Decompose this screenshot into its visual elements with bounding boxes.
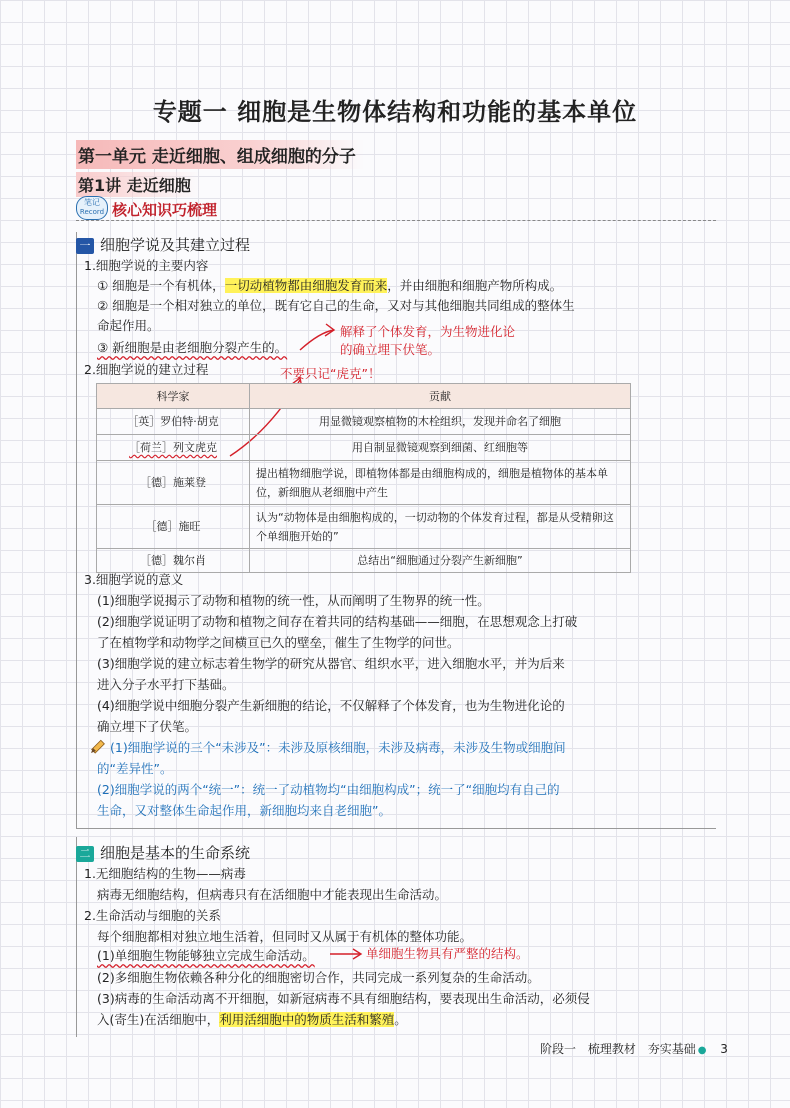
content-line: (1)细胞学说揭示了动物和植物的统一性，从而阐明了生物界的统一性。 [97,593,490,608]
section-title: 细胞是基本的生命系统 [100,844,251,862]
table-cell-scientist: ［德］魏尔肖 [97,549,250,573]
text-span: ① 细胞是一个有机体， [97,278,225,293]
table-cell-scientist [97,435,250,461]
text-span: 。 [394,1012,407,1027]
lesson-heading: 第1讲 走近细胞 [76,172,201,197]
scientist-table [96,383,631,573]
table-cell-contribution: 认为“动物体是由细胞构成的，一切动物的个体发育过程，都是从受精卵这个单细胞开始的” [250,505,631,549]
content-line: ② 细胞是一个相对独立的单位，既有它自己的生命，又对与其他细胞共同组成的整体生 [97,298,575,313]
table-cell-scientist: ［英］罗伯特·胡克 [97,409,250,435]
record-badge-cn: 笔记 [84,198,100,207]
content-line: ③ 新细胞是由老细胞分裂产生的。 [97,340,288,355]
page-number: 3 [720,1042,728,1056]
page-title: 专题一 细胞是生物体结构和功能的基本单位 [152,98,638,126]
scientist-name: ［荷兰］列文虎克 [129,441,217,454]
table-cell-scientist: ［德］施莱登 [97,461,250,505]
section-title: 细胞学说及其建立过程 [100,236,251,254]
subheading: 2.生命活动与细胞的关系 [84,908,221,923]
footer-stage: 阶段一 [540,1042,577,1056]
tip-line: (1)细胞学说的三个“未涉及”：未涉及原核细胞，未涉及病毒，未涉及生物或细胞间 [110,740,566,755]
star-icon: ● [697,1045,707,1056]
table-row [97,549,631,573]
section-number-badge: 二 [76,846,94,862]
content-line: (2)细胞学说证明了动物和植物之间存在着共同的结构基础——细胞，在思想观念上打破 [97,614,578,629]
table-row [97,461,631,505]
table-cell-contribution: 用显微镜观察植物的木栓组织，发现并命名了细胞 [250,409,631,435]
content-line: (4)细胞学说中细胞分裂产生新细胞的结论，不仅解释了个体发育，也为生物进化论的 [97,698,565,713]
page-footer [540,1040,728,1057]
subheading: 1.细胞学说的主要内容 [84,258,209,273]
content-line: 确立埋下了伏笔。 [97,719,198,734]
table-cell-contribution: 用自制显微镜观察到细菌、红细胞等 [250,435,631,461]
handwritten-annotation: 不要只记“虎克”！ [280,366,381,381]
tip-line: 生命，又对整体生命起作用，新细胞均来自老细胞”。 [97,803,391,818]
highlighted-text: 一切动植物都由细胞发育而来 [224,278,388,293]
table-header: 贡献 [250,384,631,409]
table-row [97,505,631,549]
highlighted-text: 利用活细胞中的物质生活和繁殖 [219,1012,395,1027]
handwritten-annotation: 的确立埋下伏笔。 [340,342,441,357]
record-badge-en: Record [79,208,105,216]
unit-heading: 第一单元 走近细胞、组成细胞的分子 [76,140,364,169]
content-line [97,1010,407,1030]
content-line: (3)细胞学说的建立标志着生物学的研究从器官、组织水平，进入细胞水平，并为后来 [97,656,565,671]
table-cell-contribution: 总结出“细胞通过分裂产生新细胞” [250,549,631,573]
table-row [97,435,631,461]
section-divider [76,828,716,829]
subheading: 1.无细胞结构的生物——病毒 [84,866,246,881]
tip-line: (2)细胞学说的两个“统一”：统一了动植物均“由细胞构成”；统一了“细胞均有自己的 [97,782,560,797]
content-line: 命起作用。 [97,318,160,333]
content-line: (3)病毒的生命活动离不开细胞，如新冠病毒不具有细胞结构，要表现出生命活动，必须侵 [97,991,590,1006]
pencil-tip-icon [88,736,108,756]
text-span: 入(寄生)在活细胞中， [97,1012,220,1027]
content-line: 病毒无细胞结构，但病毒只有在活细胞中才能表现出生命活动。 [97,887,448,902]
knowledge-title: 核心知识巧梳理 [112,201,218,219]
text-span: ，并由细胞和细胞产物所构成。 [387,278,563,293]
subheading: 3.细胞学说的意义 [84,572,184,587]
table-cell-contribution: 提出植物细胞学说，即植物体都是由细胞构成的，细胞是植物体的基本单位，新细胞从老细胞中产生 [250,461,631,505]
handwritten-annotation: 单细胞生物具有严整的结构。 [366,946,529,961]
content-line: 了在植物学和动物学之间横亘已久的壁垒，催生了生物学的问世。 [97,635,460,650]
table-header-row [97,384,631,409]
table-header: 科学家 [97,384,250,409]
table-row [97,409,631,435]
section-number-badge: 一 [76,238,94,254]
content-line: (1)单细胞生物能够独立完成生命活动。 [97,948,315,963]
handwritten-annotation: 解释了个体发育，为生物进化论 [340,324,516,339]
content-line: 进入分子水平打下基础。 [97,677,235,692]
subheading: 2.细胞学说的建立过程 [84,362,209,377]
content-line: 每个细胞都相对独立地生活着，但同时又从属于有机体的整体功能。 [97,929,473,944]
footer-label: 梳理教材 [587,1042,636,1056]
content-line: (2)多细胞生物依赖各种分化的细胞密切合作，共同完成一系列复杂的生命活动。 [97,970,540,985]
tip-line: 的“差异性”。 [97,761,173,776]
table-cell-scientist: ［德］施旺 [97,505,250,549]
footer-label: 夯实基础 [647,1042,696,1056]
